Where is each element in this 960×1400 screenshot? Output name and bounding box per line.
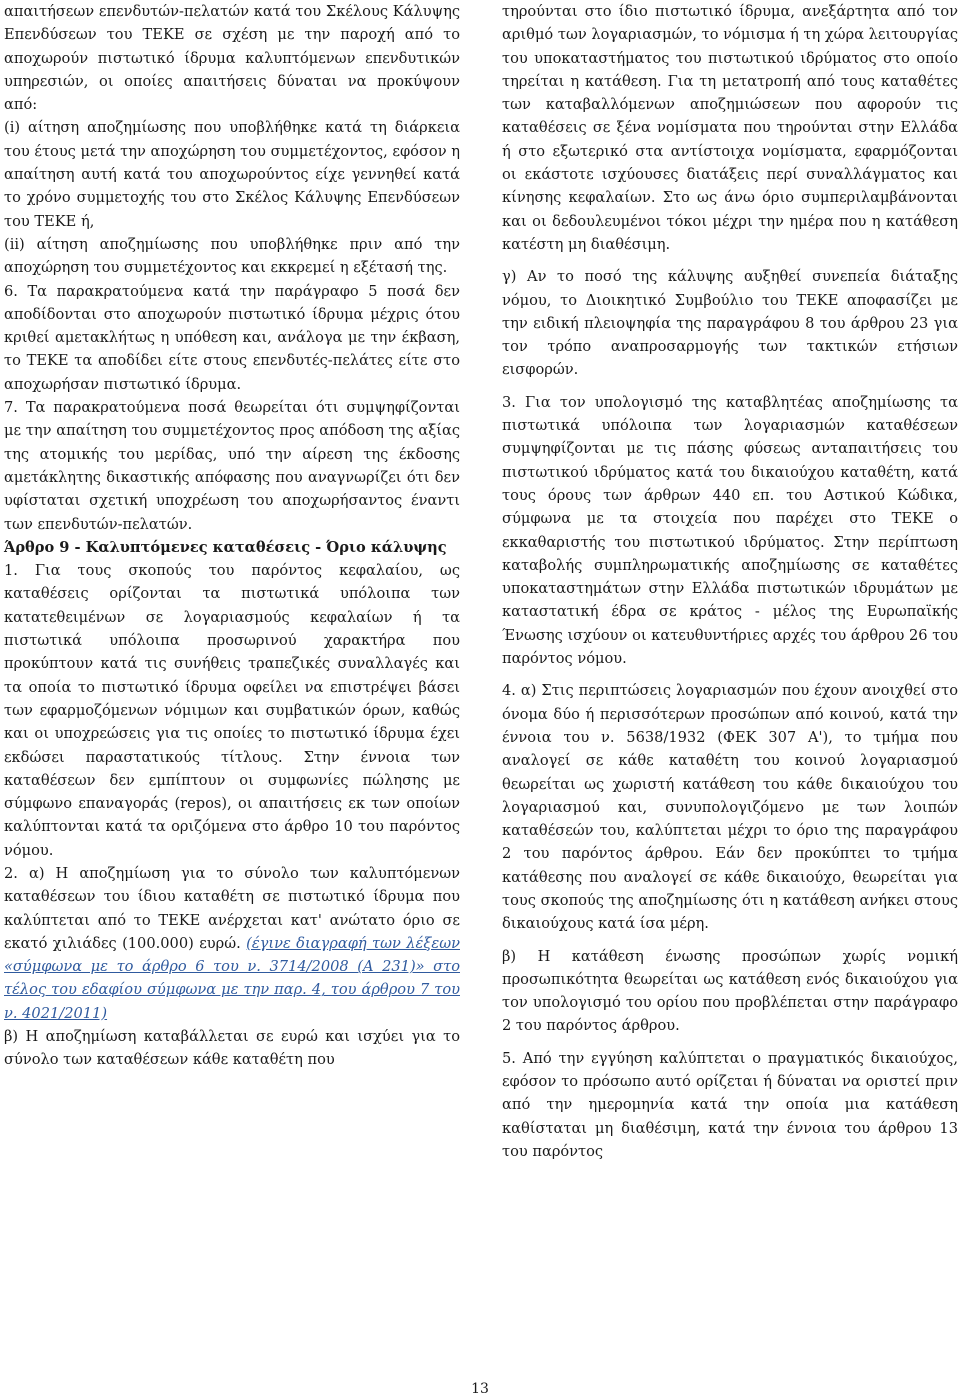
paragraph-2c: γ) Αν το ποσό της κάλυψης αυξηθεί συνεπεία διάταξης νόμου, το Διοικητικό Συμβούλιο του ΤΕΚΕ αποφασίζει με την ειδική πλειοψηφία της παραγράφου 8 του άρθρου 23 για τον τρόπο αναπροσαρμογής των τακτικών ετήσιων εισφορών. [502,268,958,379]
paragraph-item-ii: (ii) αίτηση αποζημίωσης που υποβλήθηκε πριν από την αποχώρηση του συμμετέχοντος και εκκρεμεί η εξέτασή της. [4,235,460,277]
paragraph: απαιτήσεων επενδυτών-πελατών κατά του Σκέλους Κάλυψης Επενδύσεων του ΤΕΚΕ σε σχέση με την παροχή από το αποχωρούν πιστωτικό ίδρυμα καλυπτόμενων επενδυτικών υπηρεσιών, οι οποίες απαιτήσεις δύναται να προκύψουν από: [4,3,460,114]
paragraph-7: 7. Τα παρακρατούμενα ποσά θεωρείται ότι συμψηφίζονται με την απαίτηση του συμμετέχοντος προς απόδοση της αξίας της ατομικής του μερίδας, υπό την αίρεση της έκδοσης αμετάκλητης δικαστικής απόφασης που αναγνωρίζει ότι δεν υφίσταται σχετική υποχρέωση του αποχωρήσαντος έναντι των επενδυτών-πελατών. [4,399,460,533]
right-column [502,0,958,1163]
paragraph-2b-continued: τηρούνται στο ίδιο πιστωτικό ίδρυμα, ανεξάρτητα από τον αριθμό των λογαριασμών, το νόμισμα ή τη χώρα λειτουργίας του υποκαταστήματος του πιστωτικού ιδρύματος στο οποίο τηρείται η κατάθεση. Για τη μετατροπή από τους καταθέτες των καταβαλλόμενων αποζημιώσεων που αφορούν τις καταθέσεις σε ξένα νομίσματα που τηρούνται στην Ελλάδα ή στο εξωτερικό στα αντίστοιχα νομίσματα, εφαρμόζονται οι εκάστοτε ισχύουσες διατάξεις περί συναλλάγματος και κίνησης κεφαλαίων. Στο ως άνω όριο συμπεριλαμβάνονται και οι δεδουλευμένοι τόκοι μέχρι την ημέρα που η κατάθεση κατέστη μη διαθέσιμη. [502,3,958,253]
article-9-paragraph-4b: β) Η κατάθεση ένωσης προσώπων χωρίς νομική προσωπικότητα θεωρείται ως κατάθεση ενός δικαιούχου για τον υπολογισμό του ορίου που προβλέπεται στην παράγραφο 2 του παρόντος άρθρου. [502,947,958,1035]
amendment-note: (έγινε διαγραφή των λέξεων «σύμφωνα με το άρθρο 6 του ν. 3714/2008 (Α 231)» στο τέλος του εδαφίου σύμφωνα με την παρ. 4, του άρθρου 7 του ν. 4021/2011) [4,934,460,1022]
article-9-paragraph-5: 5. Από την εγγύηση καλύπτεται ο πραγματικός δικαιούχος, εφόσον το πρόσωπο αυτό ορίζεται ή δύναται να οριστεί πριν από την ημερομηνία κατά την οποία μια κατάθεση καθίσταται μη διαθέσιμη, κατά την έννοια του άρθρου 13 του παρόντος [502,1049,958,1160]
article-9-paragraph-4a: 4. α) Στις περιπτώσεις λογαριασμών που έχουν ανοιχθεί στο όνομα δύο ή περισσότερων προσώπων από κοινού, κατά την έννοια του ν. 5638/1932 (ΦΕΚ 307 Α'), το τμήμα που αναλογεί σε κάθε καταθέτη του κοινού λογαριασμού θεωρείται ως χωριστή κατάθεση του κάθε δικαιούχου του λογαριασμού και, συνυπολογιζόμενο με των λοιπών καταθέσεών του, καλύπτεται μέχρι το όριο της παραγράφου 2 του παρόντος άρθρου. Εάν δεν προκύπτει το τμήμα κατάθεσης που αναλογεί σε κάθε δικαιούχο, θεωρείται για τους σκοπούς της αποζημίωσης ότι η κατάθεση ανήκει στους δικαιούχους κατά ίσα μέρη. [502,682,958,933]
page-number: 13 [471,1381,489,1397]
left-column [4,0,460,1072]
paragraph-item-i: (i) αίτηση αποζημίωσης που υποβλήθηκε κατά τη διάρκεια του έτους μετά την αποχώρηση του συμμετέχοντος, εφόσον η απαίτηση αυτή κατά του αποχωρούντος είχε γεννηθεί κατά το χρόνο συμμετοχής του στο Σκέλος Κάλυψης Επενδύσεων του ΤΕΚΕ ή, [4,119,460,230]
article-9-paragraph-3: 3. Για τον υπολογισμό της καταβλητέας αποζημίωσης τα πιστωτικά υπόλοιπα των λογαριασμών καταθέσεων συμψηφίζονται με τις πάσης φύσεως ανταπαιτήσεις του πιστωτικού ιδρύματος κατά του δικαιούχου καταθέτη, κατά τους όρους των άρθρων 440 επ. του Αστικού Κώδικα, σύμφωνα με τα στοιχεία που παρέχει στο ΤΕΚΕ ο εκκαθαριστής του πιστωτικού ιδρύματος. Στην περίπτωση καταβολής συμπληρωματικής αποζημίωσης σε καταθέτες υποκαταστημάτων στην Ελλάδα πιστωτικών ιδρυμάτων με καταστατική έδρα σε κράτος - μέλος της Ευρωπαϊκής Ένωσης ισχύουν οι κατευθυντήριες αρχές του άρθρου 26 του παρόντος νόμου. [502,393,958,668]
paragraph-6: 6. Τα παρακρατούμενα κατά την παράγραφο 5 ποσά δεν αποδίδονται στο αποχωρούν πιστωτικό ίδρυμα μέχρις ότου κριθεί αμετακλήτως η υπόθεση και, ανάλογα με την έκβαση, το ΤΕΚΕ τα αποδίδει είτε στους επενδυτές-πελάτες είτε στο αποχωρήσαν πιστωτικό ίδρυμα. [4,282,460,393]
article-9-paragraph-2b: β) Η αποζημίωση καταβάλλεται σε ευρώ και ισχύει για το σύνολο των καταθέσεων κάθε καταθέτη που [4,1028,460,1069]
article-9-paragraph-2a [4,862,460,1025]
article-heading: Άρθρο 9 - Καλυπτόμενες καταθέσεις - Όριο κάλυψης [4,538,447,556]
paragraph-2a-text: 2. α) Η αποζημίωση για το σύνολο των καλυπτόμενων καταθέσεων του ίδιου καταθέτη σε πιστωτικό ίδρυμα που καλύπτεται από το ΤΕΚΕ ανέρχεται κατ' ανώτατο όριο σε εκατό χιλιάδες (100.000) ευρώ. [4,864,460,952]
article-9-paragraph-1: 1. Για τους σκοπούς του παρόντος κεφαλαίου, ως καταθέσεις ορίζονται τα πιστωτικά υπόλοιπα των κατατεθειμένων σε λογαριασμούς κεφαλαίων ή τα πιστωτικά υπόλοιπα προσωρινού χαρακτήρα που προκύπτουν κατά τις συνήθεις τραπεζικές συναλλαγές και τα οποία το πιστωτικό ίδρυμα οφείλει να επιστρέψει βάσει των εφαρμοζόμενων νόμιμων και συμβατικών όρων, καθώς και οι υποχρεώσεις για τις οποίες το πιστωτικό ίδρυμα έχει εκδώσει παραστατικούς τίτλους. Στην έννοια των καταθέσεων δεν εμπίπτουν οι συμφωνίες πώλησης με σύμφωνο επαναγοράς (repos), οι απαιτήσεις εκ των οποίων καλύπτονται κατά τα οριζόμενα στο άρθρο 10 του παρόντος νόμου. [4,562,460,859]
